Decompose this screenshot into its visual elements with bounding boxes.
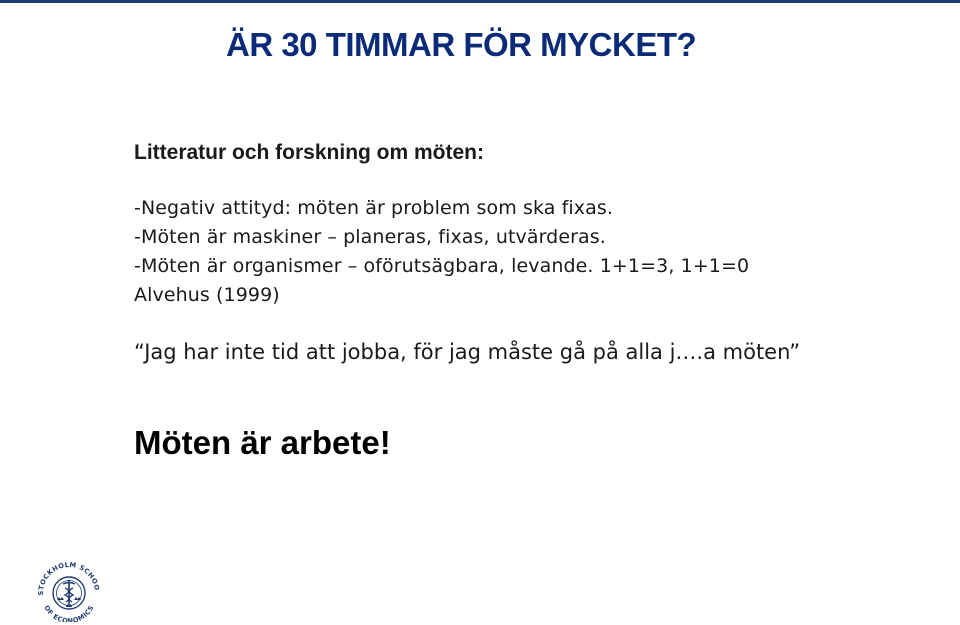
top-rule (0, 0, 960, 3)
slide-title: ÄR 30 TIMMAR FÖR MYCKET? (226, 26, 697, 63)
svg-text:STOCKHOLM SCHOOL: STOCKHOLM SCHOO (36, 560, 101, 596)
body-line-organisms: -Möten är organismer – oförutsägbara, levande. 1+1=3, 1+1=0 (134, 255, 750, 277)
section-heading: Litteratur och forskning om möten: (134, 141, 485, 164)
body-line-reference: Alvehus (1999) (134, 284, 280, 306)
quote: “Jag har inte tid att jobba, för jag måste gå på alla j….a möten” (134, 340, 801, 364)
svg-text:OF ECONOMICS: OF ECONOMICS (42, 603, 96, 622)
body-line-machines: -Möten är maskiner – planeras, fixas, utvärderas. (134, 226, 606, 248)
conclusion: Möten är arbete! (134, 424, 391, 461)
seal-icon (34, 560, 104, 622)
school-seal-logo (34, 560, 104, 622)
body-line-negative-attitude: -Negativ attityd: möten är problem som ska fixas. (134, 197, 614, 219)
